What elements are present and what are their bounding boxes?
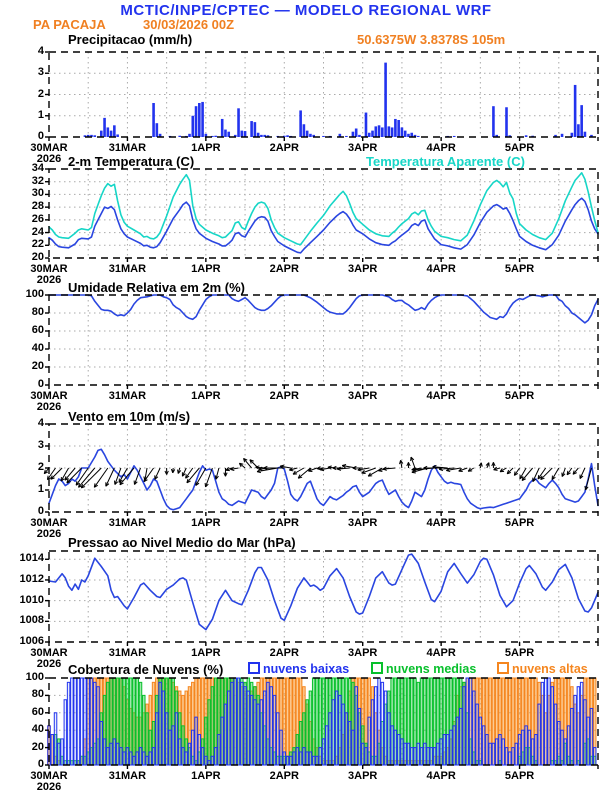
y-tick-label: 4 [37, 417, 44, 429]
x-tick-label: 30MAR [30, 263, 68, 275]
y-tick-label: 20 [31, 740, 44, 753]
x-tick-label: 31MAR [108, 390, 147, 402]
y-tick-label: 100 [25, 288, 44, 300]
x-tick-label: 1APR [191, 142, 221, 154]
x-year-label: 2026 [36, 401, 62, 413]
legend-label: nuvens baixas [263, 662, 350, 676]
x-tick-label: 30MAR [30, 517, 68, 529]
legend-label: nuvens altas [512, 662, 588, 676]
y-tick-label: 34 [31, 162, 44, 174]
x-tick-label: 4APR [426, 770, 456, 782]
y-tick-label: 1014 [19, 552, 44, 565]
y-tick-label: 1010 [19, 593, 44, 606]
y-tick-label: 3 [37, 66, 44, 79]
x-tick-label: 2APR [269, 142, 299, 154]
x-tick-label: 31MAR [108, 770, 147, 782]
x-tick-label: 3APR [348, 263, 378, 275]
y-tick-label: 32 [31, 174, 44, 187]
x-year-label: 2026 [36, 274, 62, 286]
y-tick-label: 30 [31, 187, 44, 200]
y-tick-label: 80 [31, 688, 44, 701]
y-tick-label: 1008 [19, 614, 44, 627]
panel-title-precipitacao: Precipitacao (mm/h) [68, 32, 193, 47]
x-tick-label: 1APR [191, 390, 221, 402]
legend-temperatura-aparente: Temperatura Aparente (C) [366, 154, 525, 169]
x-tick-label: 31MAR [108, 263, 147, 275]
legend-item-nuvens-altas [497, 662, 588, 676]
y-tick-label: 20 [31, 251, 44, 263]
y-tick-label: 2 [37, 87, 44, 100]
y-tick-label: 26 [31, 212, 44, 225]
y-tick-label: 40 [31, 342, 44, 354]
x-tick-label: 1APR [191, 517, 221, 529]
y-tick-label: 1006 [19, 635, 44, 647]
x-tick-label: 5APR [504, 647, 535, 659]
y-tick-label: 60 [31, 705, 44, 718]
x-tick-label: 1APR [191, 647, 221, 659]
x-tick-label: 30MAR [30, 770, 68, 782]
x-year-label: 2026 [36, 658, 62, 670]
cloud-mid-swatch-icon [371, 662, 383, 674]
x-tick-label: 2APR [269, 517, 299, 529]
x-tick-label: 30MAR [30, 647, 68, 659]
location-coordinates: 50.6375W 3.8378S 105m [357, 32, 506, 47]
y-tick-label: 28 [31, 200, 44, 213]
y-tick-label: 2 [37, 461, 44, 473]
x-tick-label: 2APR [269, 390, 299, 402]
x-tick-label: 4APR [426, 263, 456, 275]
x-tick-label: 4APR [426, 517, 456, 529]
x-tick-label: 4APR [426, 390, 456, 402]
y-tick-label: 22 [31, 238, 44, 251]
y-tick-label: 3 [37, 439, 44, 451]
panel-title-umidade: Umidade Relativa em 2m (%) [68, 280, 246, 295]
panel-title-pressao: Pressao ao Nivel Medio do Mar (hPa) [68, 535, 296, 550]
x-tick-label: 2APR [269, 770, 299, 782]
x-year-label: 2026 [36, 153, 62, 165]
y-tick-label: 100 [25, 671, 44, 683]
y-tick-label: 0 [37, 378, 44, 390]
x-tick-label: 31MAR [108, 647, 147, 659]
x-tick-label: 5APR [504, 142, 535, 154]
panel-title-temperatura: 2-m Temperatura (C) [68, 154, 195, 169]
cloud-low-swatch-icon [248, 662, 260, 674]
x-tick-label: 3APR [348, 142, 378, 154]
x-tick-label: 1APR [191, 770, 221, 782]
panel-title-nuvens: Cobertura de Nuvens (%) [68, 662, 224, 677]
x-tick-label: 2APR [269, 263, 299, 275]
x-tick-label: 3APR [348, 390, 378, 402]
x-tick-label: 5APR [504, 517, 535, 529]
y-tick-label: 1 [37, 483, 44, 495]
run-datetime: 30/03/2026 00Z [143, 17, 235, 32]
y-tick-label: 1012 [19, 572, 44, 585]
x-tick-label: 3APR [348, 770, 378, 782]
x-year-label: 2026 [36, 528, 62, 540]
page-title: MCTIC/INPE/CPTEC — MODELO REGIONAL WRF [120, 2, 492, 19]
x-tick-label: 30MAR [30, 390, 68, 402]
x-tick-label: 31MAR [108, 142, 147, 154]
y-tick-label: 20 [31, 360, 44, 372]
legend-label: nuvens medias [386, 662, 477, 676]
y-tick-label: 1 [37, 108, 44, 121]
x-tick-label: 30MAR [30, 142, 68, 154]
x-tick-label: 5APR [504, 263, 535, 275]
y-tick-label: 40 [31, 723, 44, 736]
legend-item-nuvens-medias [371, 662, 476, 676]
y-tick-label: 4 [37, 45, 44, 57]
y-tick-label: 0 [37, 758, 44, 770]
y-tick-label: 24 [31, 225, 44, 238]
x-tick-label: 3APR [348, 647, 378, 659]
x-tick-label: 3APR [348, 517, 378, 529]
x-tick-label: 4APR [426, 142, 456, 154]
y-tick-label: 80 [31, 306, 44, 318]
x-tick-label: 1APR [191, 263, 221, 275]
cloud-high-swatch-icon [497, 662, 509, 674]
legend-item-nuvens-baixas [248, 662, 349, 676]
y-tick-label: 60 [31, 324, 44, 336]
x-tick-label: 5APR [504, 770, 535, 782]
y-tick-label: 0 [37, 505, 44, 517]
x-tick-label: 5APR [504, 390, 535, 402]
x-year-label: 2026 [36, 781, 62, 792]
x-tick-label: 31MAR [108, 517, 147, 529]
y-tick-label: 0 [37, 130, 44, 142]
panel-title-vento: Vento em 10m (m/s) [68, 409, 191, 424]
x-tick-label: 2APR [269, 647, 299, 659]
x-tick-label: 4APR [426, 647, 456, 659]
station-label: PA PACAJA [33, 17, 106, 32]
